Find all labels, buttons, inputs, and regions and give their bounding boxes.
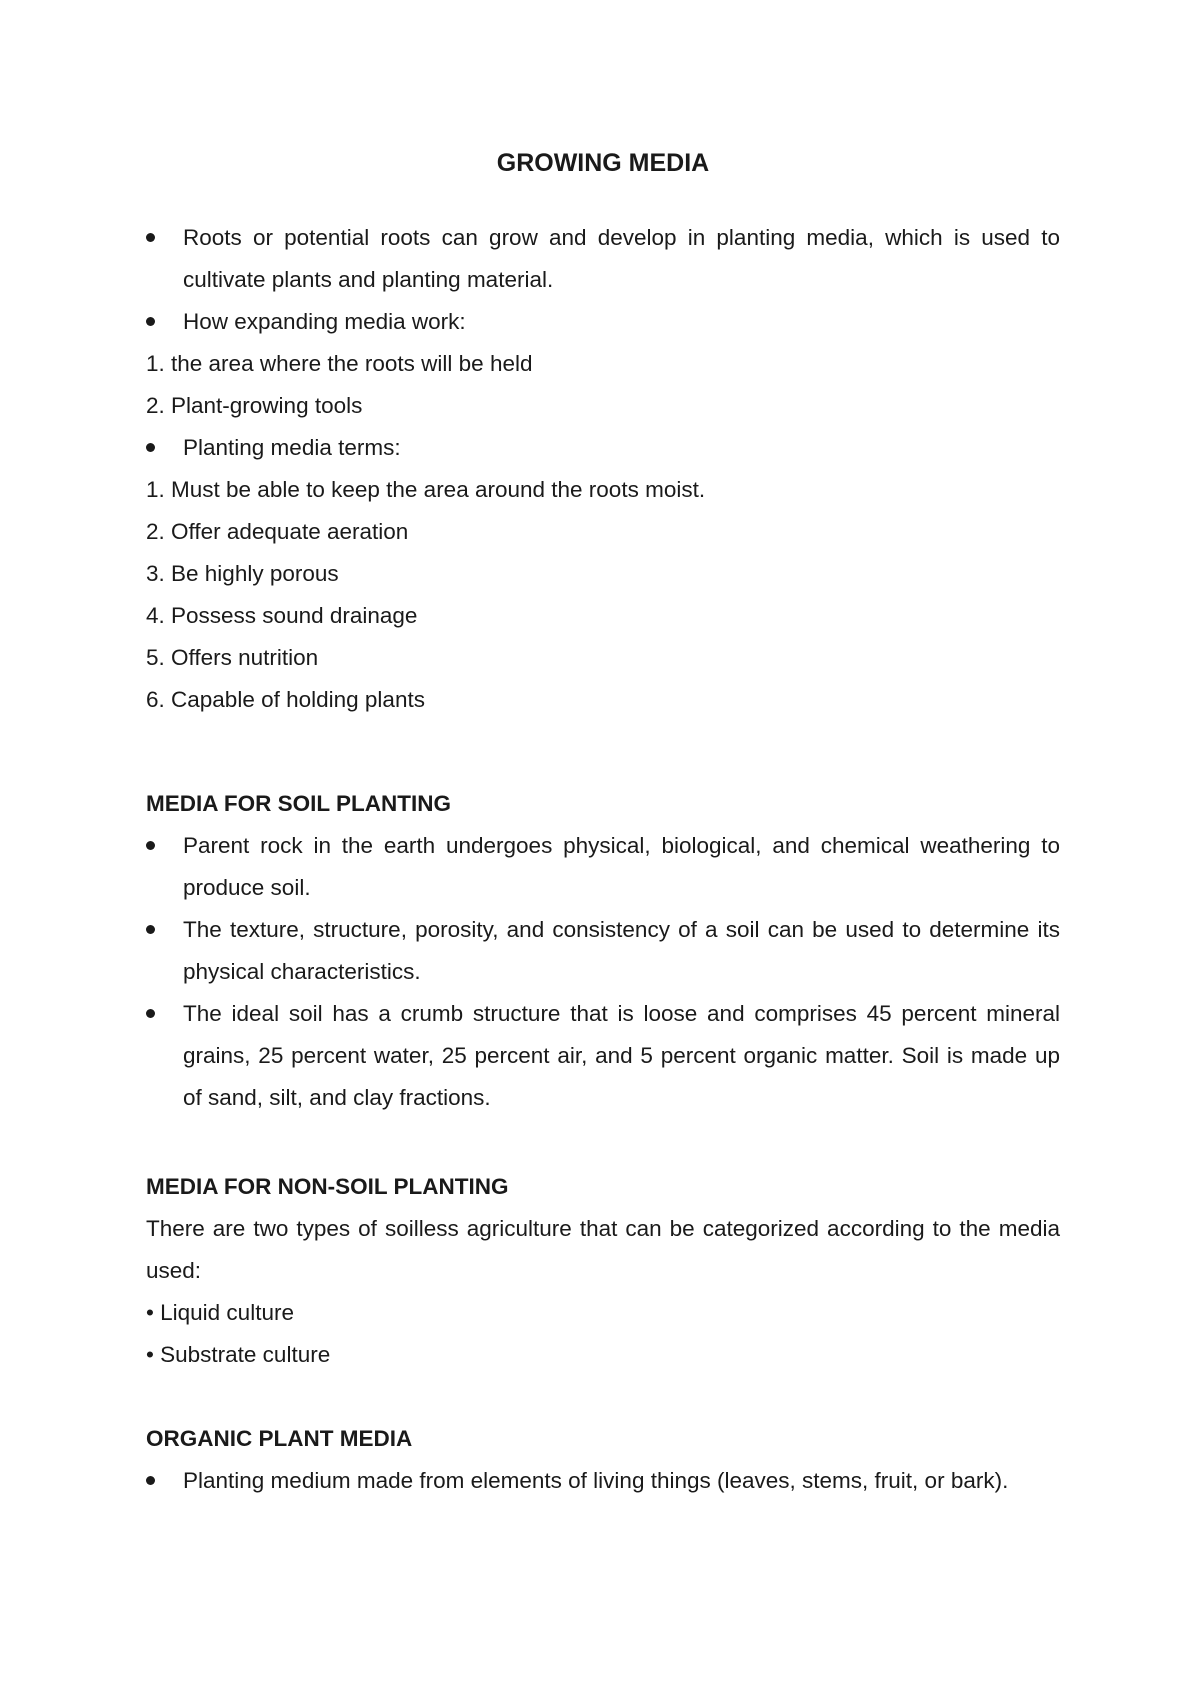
numbered-item: 1. Must be able to keep the area around the roots moist. <box>146 477 706 502</box>
bullet-icon <box>146 233 155 242</box>
bullet-icon <box>146 1009 155 1018</box>
numbered-item: 2. Offer adequate aeration <box>146 519 409 544</box>
bullet-icon <box>146 443 155 452</box>
bullet-text: Parent rock in the earth undergoes physical, biological, and chemical weathering to produce soil. <box>183 833 1060 900</box>
list-item <box>146 993 1060 1119</box>
bullet-text: Planting medium made from elements of living things (leaves, stems, fruit, or bark). <box>183 1468 1009 1493</box>
bullet-icon <box>146 1476 155 1485</box>
list-item <box>146 217 1060 301</box>
bullet-text: The ideal soil has a crumb structure that is loose and comprises 45 percent mineral grains, 25 percent water, 25 percent air, and 5 percent organic matter. Soil is made up of sand, silt, and clay fractions. <box>183 1001 1060 1110</box>
list-item <box>146 1460 1060 1502</box>
bullet-icon <box>146 925 155 934</box>
list-item <box>146 909 1060 993</box>
intro-section <box>146 217 1060 721</box>
numbered-item: 2. Plant-growing tools <box>146 393 363 418</box>
list-item: • Liquid culture <box>146 1300 294 1325</box>
numbered-item: 4. Possess sound drainage <box>146 603 418 628</box>
bullet-text: The texture, structure, porosity, and consistency of a soil can be used to determine its physical characteristics. <box>183 917 1060 984</box>
soil-planting-section <box>146 783 1060 1119</box>
list-item <box>146 301 1060 343</box>
section-heading: MEDIA FOR SOIL PLANTING <box>146 791 452 816</box>
numbered-item: 5. Offers nutrition <box>146 645 319 670</box>
section-heading: MEDIA FOR NON-SOIL PLANTING <box>146 1174 509 1199</box>
non-soil-planting-section <box>146 1166 1060 1376</box>
numbered-item: 3. Be highly porous <box>146 561 339 586</box>
numbered-item: 1. the area where the roots will be held <box>146 351 533 376</box>
list-item <box>146 427 1060 469</box>
section-paragraph: There are two types of soilless agriculture that can be categorized according to the media used: <box>146 1216 1060 1283</box>
list-item <box>146 825 1060 909</box>
bullet-text: Planting media terms: <box>183 435 401 460</box>
bullet-icon <box>146 317 155 326</box>
bullet-text: Roots or potential roots can grow and develop in planting media, which is used to cultivate plants and planting material. <box>183 225 1060 292</box>
bullet-icon <box>146 841 155 850</box>
section-heading: ORGANIC PLANT MEDIA <box>146 1426 413 1451</box>
organic-plant-media-section <box>146 1418 1060 1502</box>
numbered-item: 6. Capable of holding plants <box>146 687 425 712</box>
list-item: • Substrate culture <box>146 1342 331 1367</box>
bullet-text: How expanding media work: <box>183 309 466 334</box>
document-title: GROWING MEDIA <box>496 149 710 177</box>
